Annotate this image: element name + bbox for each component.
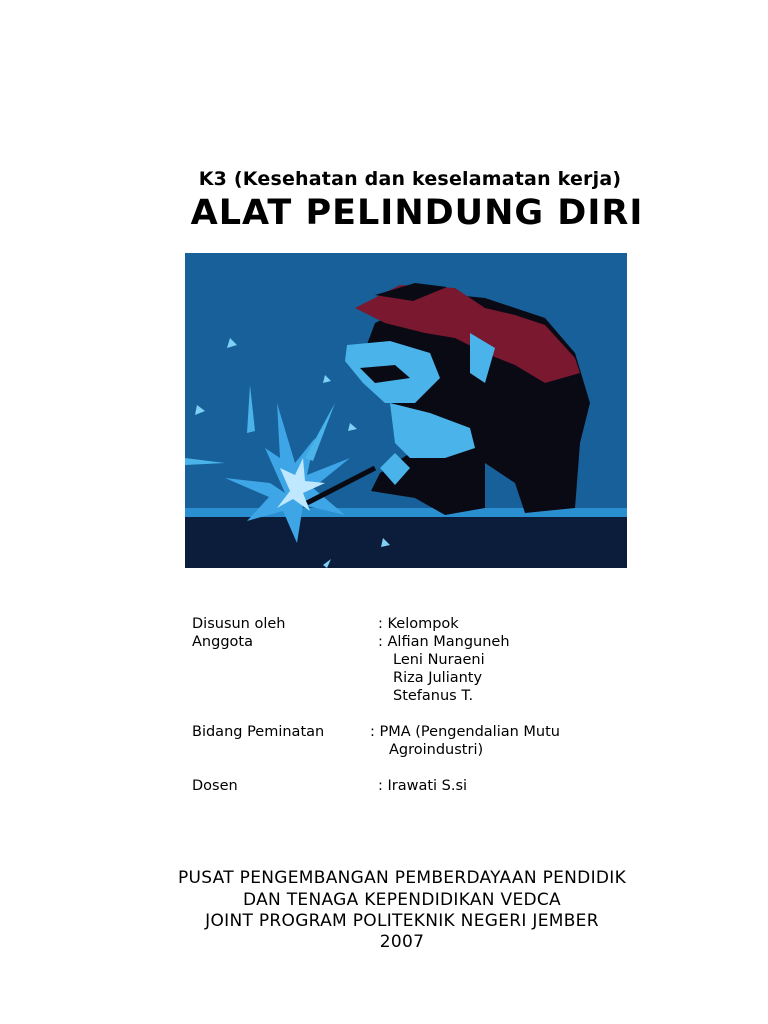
footer-year: 2007 [379, 932, 425, 952]
lecturer-value: : Irawati S.si [378, 778, 468, 794]
footer-line: JOINT PROGRAM POLITEKNIK NEGERI JEMBER [205, 911, 599, 931]
document-subtitle: K3 (Kesehatan dan keselamatan kerja) [198, 168, 622, 190]
member-item: Riza Julianty [393, 670, 483, 686]
field-value-continued: Agroindustri) [389, 742, 484, 758]
author-label: Disusun oleh [192, 616, 286, 632]
welder-illustration [185, 253, 627, 568]
field-label: Bidang Peminatan [192, 724, 325, 740]
footer-line: DAN TENAGA KEPENDIDIKAN VEDCA [243, 890, 561, 910]
members-label: Anggota [192, 634, 253, 650]
lecturer-label: Dosen [192, 778, 238, 794]
author-value: : Kelompok [378, 616, 459, 632]
member-item: Leni Nuraeni [393, 652, 485, 668]
field-value: : PMA (Pengendalian Mutu [370, 724, 560, 740]
member-item: Stefanus T. [393, 688, 474, 704]
member-item: : Alfian Manguneh [378, 634, 510, 650]
footer-line: PUSAT PENGEMBANGAN PEMBERDAYAAN PENDIDIK [177, 868, 627, 888]
document-title: ALAT PELINDUNG DIRI [190, 193, 644, 233]
